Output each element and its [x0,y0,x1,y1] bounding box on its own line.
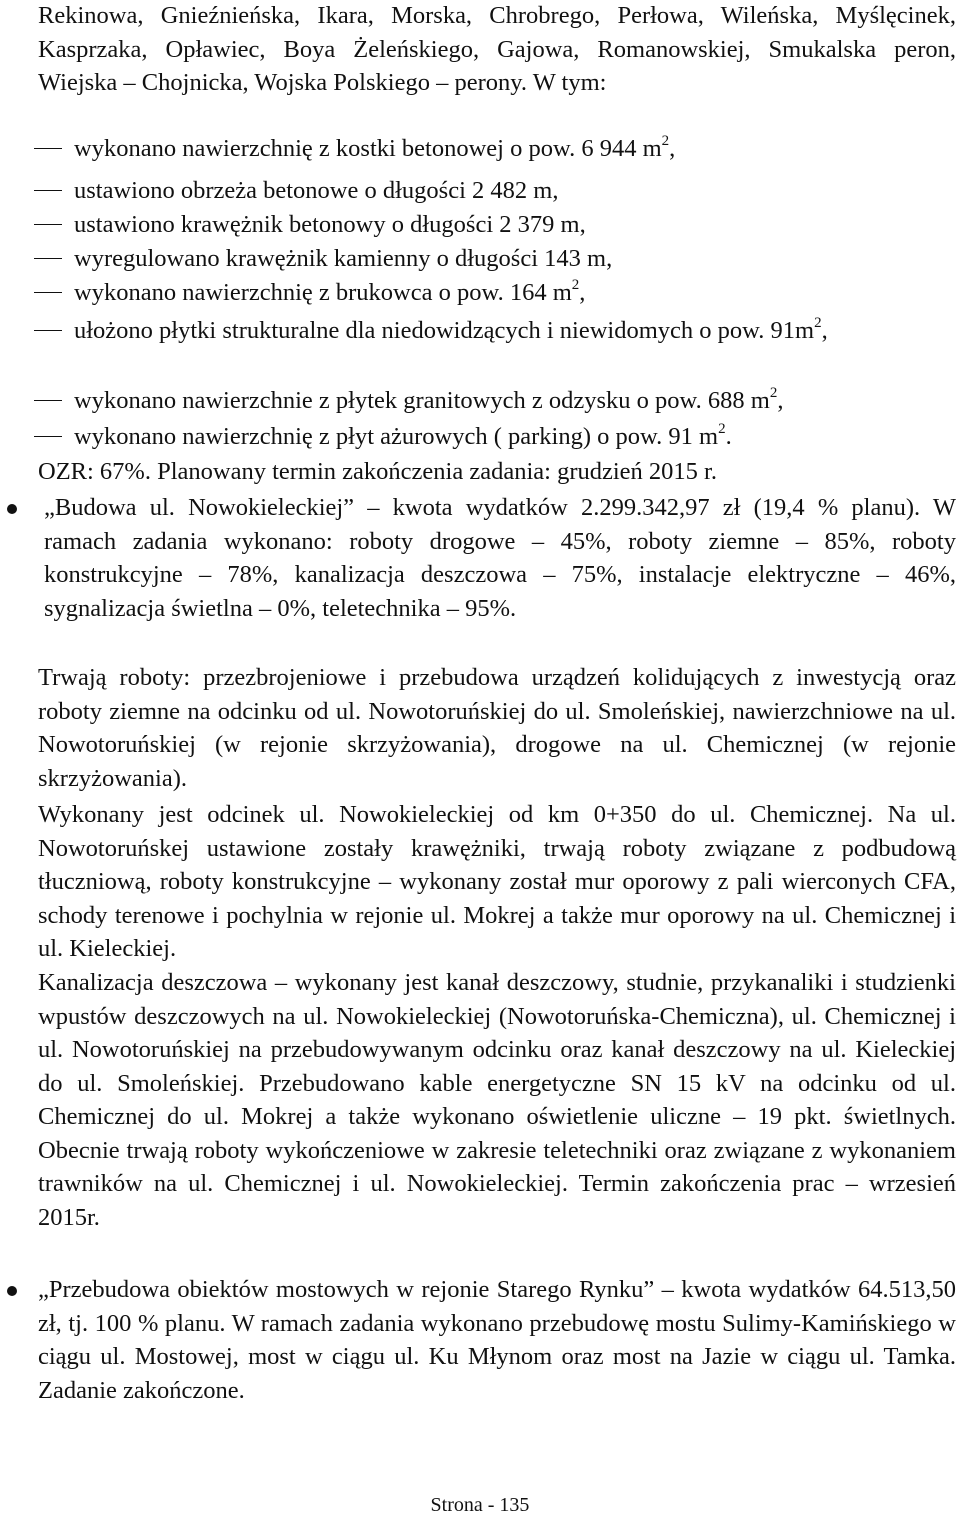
page-number: Strona - 135 [430,1494,530,1516]
ozr-line: OZR: 67%. Planowany termin zakończenia zadania: grudzień 2015 r. [38,458,717,485]
paragraph-odcinek: Wykonany jest odcinek ul. Nowokieleckiej od km 0+350 do ul. Chemicznej. Na ul. Nowotoruńskej ustawione zostały krawężniki, trwają roboty związane z podbudową tłuczniową, roboty konstrukcyjne – wykonany został mur oporowy z pali wierconych CFA, schody terenowe i pochylnia w rejonie ul. Mokrej a także mur oporowy na ul. Chemicznej i ul. Kieleckiej. [38,801,956,962]
list-item: wykonano nawierzchnie z płytek granitowych z odzysku o pow. 688 $m^2$, [74,384,956,418]
list-item: ułożono płytki strukturalne dla niedowidzących i niewidomych o pow. $91m^2$, [74,314,956,348]
list-item: wykonano nawierzchnię z brukowca o pow. 164 $m^2$, [74,276,956,310]
dash-icon [34,148,62,149]
bullet-item-mosty: „Przebudowa obiektów mostowych w rejonie Starego Rynku” – kwota wydatków 64.513,50 zł, tj. 100 % planu. W ramach zadania wykonano przebudowę mostu Sulimy-Kamińskiego w ciągu ul. Mostowej, most w ciągu ul. Ku Młynom oraz most na Jazie w ciągu ul. Tamka. Zadanie zakończone. [38,1276,956,1404]
dash-icon [34,258,62,259]
list-item: ustawiono obrzeża betonowe o długości 2 482 m, [74,174,956,208]
list-item: ustawiono krawężnik betonowy o długości 2 379 m, [74,208,956,242]
paragraph-roboty: Trwają roboty: przezbrojeniowe i przebudowa urządzeń kolidujących z inwestycją oraz roboty ziemne na odcinku od ul. Nowotoruńskiej do ul. Smoleńskiej, nawierzchniowe na ul. Nowotoruńskiej (w rejonie skrzyżowania), drogowe na ul. Chemicznej (w rejonie skrzyżowania). [38,664,956,792]
list-item: wyregulowano krawężnik kamienny o długości 143 m, [74,242,956,276]
bullet-icon [7,1286,17,1296]
bullet-icon [7,504,17,514]
paragraph-kanalizacja: Kanalizacja deszczowa – wykonany jest kanał deszczowy, studnie, przykanaliki i studzienki wpustów deszczowych na ul. Nowokieleckiej (Nowotoruńska-Chemiczna), ul. Chemicznej i ul. Nowotoruńskiej na przebudowywanym odcinku oraz kanał deszczowy na ul. Kieleckiej do ul. Smoleńskiej. Przebudowano kable energetyczne SN 15 kV na odcinku od ul. Chemicznej do ul. Mokrej a także wykonano oświetlenie uliczne – 19 pkt. świetlnych. Obecnie trwają roboty wykończeniowe w zakresie teletechniki oraz związane z wykonaniem trawników na ul. Chemicznej i ul. Nowokieleckiej. Termin zakończenia prac – wrzesień 2015r. [38,969,956,1231]
dash-icon [34,436,62,437]
list-item: wykonano nawierzchnię z kostki betonowej o pow. 6 944 $m^2$, [74,132,956,166]
dash-icon [34,224,62,225]
bullet-item-nowokieleckiej: „Budowa ul. Nowokieleckiej” – kwota wydatków 2.299.342,97 zł (19,4 % planu). W ramach zadania wykonano: roboty drogowe – 45%, roboty ziemne – 85%, roboty konstrukcyjne – 78%, kanalizacja deszczowa – 75%, instalacje elektryczne – 46%, sygnalizacja świetlna – 0%, teletechnika – 95%. [44,494,956,622]
dash-icon [34,292,62,293]
dash-icon [34,190,62,191]
dash-icon [34,330,62,331]
list-item: wykonano nawierzchnię z płyt ażurowych ( parking) o pow. 91 $m^2$. [74,420,956,454]
intro-paragraph: Rekinowa, Gnieźnieńska, Ikara, Morska, Chrobrego, Perłowa, Wileńska, Myślęcinek, Kasprzaka, Opławiec, Boya Żeleńskiego, Gajowa, Romanowskiej, Smukalska peron, Wiejska – Chojnicka, Wojska Polskiego – perony. W tym: [38,2,956,96]
dash-icon [34,400,62,401]
